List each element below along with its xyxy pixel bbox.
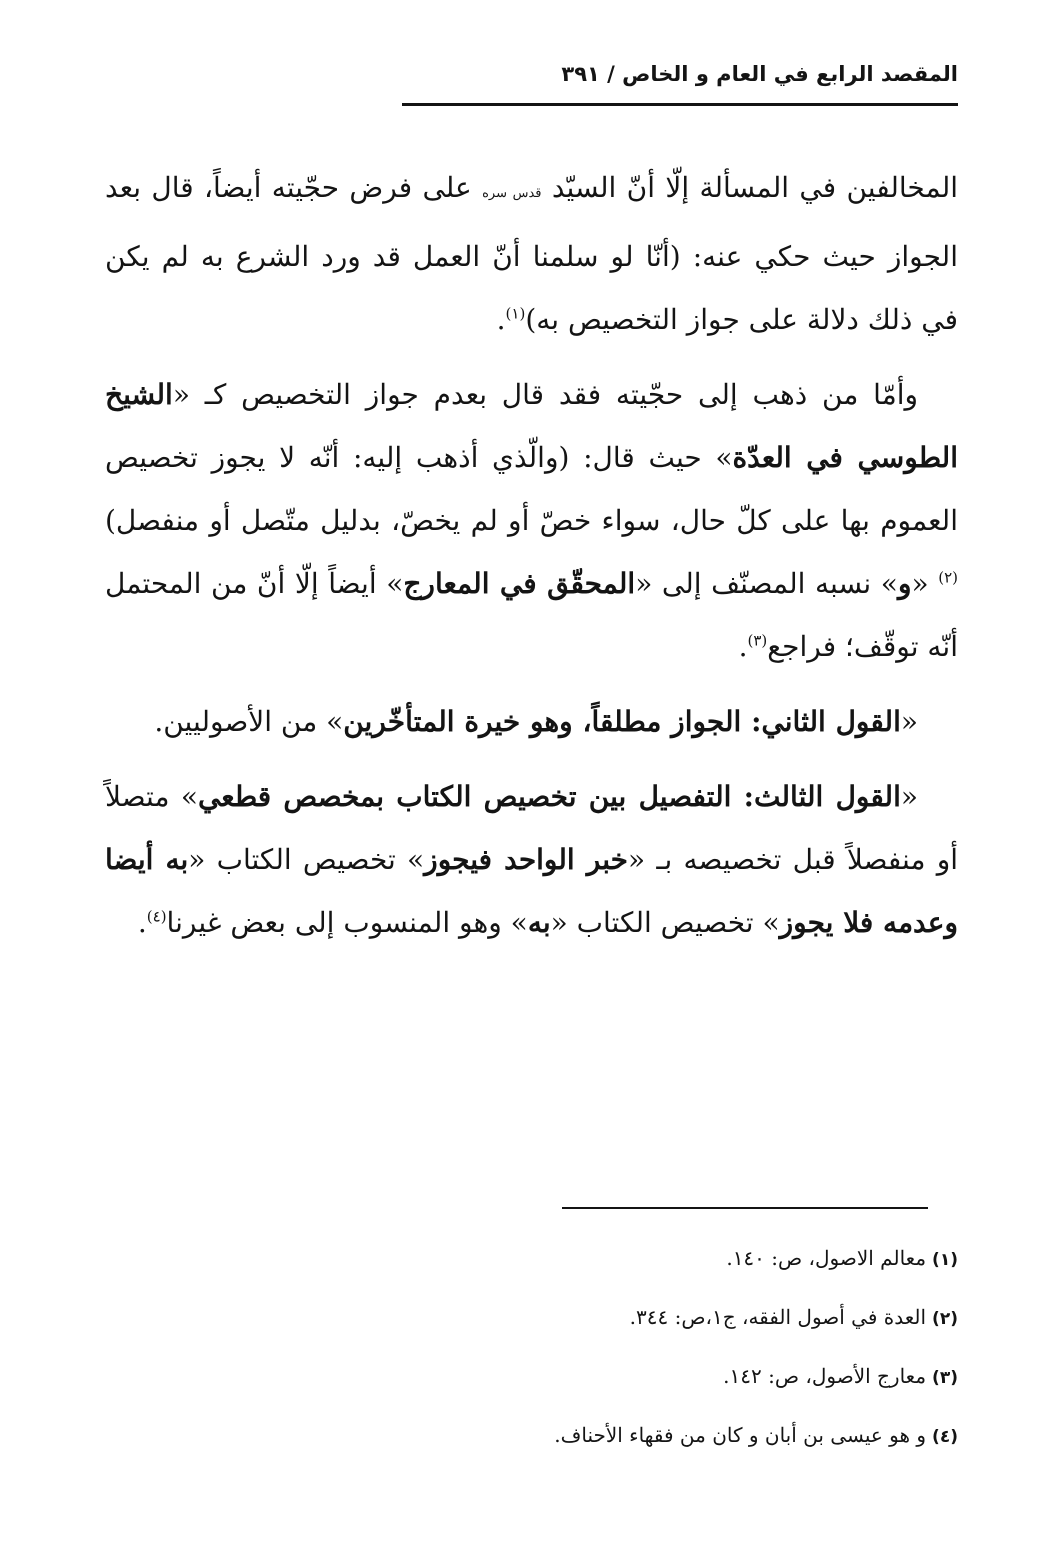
- text-run: «: [900, 705, 918, 738]
- footnote-text: معالم الاصول، ص: ١٤٠.: [726, 1246, 927, 1270]
- text-run: المخالفين في المسألة إلّا أنّ السيّد: [541, 171, 959, 204]
- footnotes: [105, 1230, 958, 1466]
- bold-phrase: و: [897, 567, 912, 600]
- footnote-separator: [562, 1207, 928, 1209]
- bold-phrase: به أيضا وعدمه فلا يجوز: [105, 843, 958, 939]
- footnote-text: و هو عيسى بن أبان و كان من فقهاء الأحناف.: [554, 1423, 927, 1447]
- footnote-marker: (٣): [747, 631, 768, 650]
- main-text: [105, 156, 958, 966]
- text-run: «: [911, 567, 939, 600]
- text-run: على فرض حجّيته أيضاً، قال بعد الجواز حيث حكي عنه: (أنّا لو سلمنا أنّ العمل قد ورد الشرع به لم يكن في ذلك دلالة على جواز التخصيص به): [105, 171, 958, 336]
- footnote-text: العدة في أصول الفقه، ج١،ص: ٣٤٤.: [629, 1305, 927, 1329]
- text-run: » حيث قال: (والّذي أذهب إليه: أنّه لا يجوز تخصيص العموم بها على كلّ حال، سواء خصّ أو لم يخصّ، بدليل متّصل أو منفصل): [105, 441, 958, 537]
- bold-phrase: المحقّق في المعارج: [403, 567, 636, 600]
- text-run: وأمّا من ذهب إلى حجّيته فقد قال بعدم جواز التخصيص كـ «: [172, 378, 918, 411]
- paragraph: [105, 690, 958, 753]
- footnote-text: معارج الأصول، ص: ١٤٢.: [723, 1364, 927, 1388]
- footnote-marker: (٤): [146, 907, 167, 926]
- text-run: » متصلاً أو منفصلاً قبل تخصيصه بـ «: [105, 780, 958, 876]
- text-run: .: [496, 303, 506, 336]
- footnote-item: [105, 1348, 958, 1407]
- paragraph: [105, 363, 958, 678]
- paragraph: [105, 765, 958, 954]
- footnote-number: (٢): [932, 1309, 958, 1329]
- footnote-item: [105, 1289, 958, 1348]
- footnote-marker: (٢): [938, 568, 958, 587]
- text-run: .: [738, 630, 748, 663]
- paragraph: [105, 156, 958, 351]
- bold-phrase: القول الثاني: الجواز مطلقاً، وهو خيرة المتأخّرين: [343, 705, 901, 738]
- header-rule: [402, 103, 958, 106]
- footnote-item: [105, 1407, 958, 1466]
- text-run: » تخصيص الكتاب «: [188, 843, 425, 876]
- running-header: المقصد الرابع في العام و الخاص / ٣٩١: [561, 62, 958, 86]
- bold-phrase: الشيخ الطوسي في العدّة: [105, 378, 958, 474]
- bold-phrase: القول الثالث: التفصيل بين تخصيص الكتاب بمخصص قطعي: [197, 780, 901, 813]
- footnote-marker: (١): [505, 304, 526, 323]
- bold-phrase: به: [527, 906, 551, 939]
- footnote-number: (٣): [932, 1368, 958, 1388]
- text-run: » أيضاً إلّا أنّ من المحتمل أنّه توقّف؛ فراجع: [105, 567, 958, 663]
- text-run: » وهو المنسوب إلى بعض غيرنا: [166, 906, 528, 939]
- honorific-symbol: قدس سره: [482, 186, 542, 201]
- footnote-number: (٤): [932, 1427, 958, 1447]
- footnote-number: (١): [932, 1250, 958, 1270]
- text-run: » نسبه المصنّف إلى «: [635, 567, 898, 600]
- bold-phrase: خبر الواحد فيجوز: [424, 843, 628, 876]
- text-run: «: [900, 780, 918, 813]
- footnote-item: [105, 1230, 958, 1289]
- text-run: » تخصيص الكتاب «: [550, 906, 780, 939]
- text-run: .: [137, 906, 147, 939]
- text-run: » من الأصوليين.: [154, 705, 344, 738]
